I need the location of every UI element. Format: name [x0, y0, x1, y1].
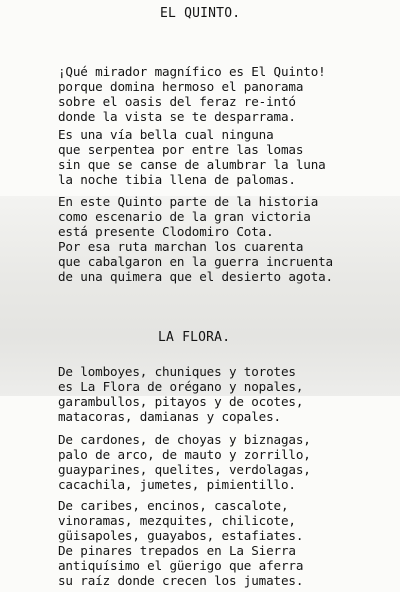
verse-line: cacachila, jumetes, pimientillo. — [58, 477, 296, 492]
verse-line: está presente Clodomiro Cota. — [58, 224, 274, 239]
verse-line: vinoramas, mezquites, chilicote, — [58, 513, 296, 528]
verse-line: Por esa ruta marchan los cuarenta — [58, 239, 304, 254]
verse-line: sin que se canse de alumbrar la luna — [58, 157, 326, 172]
poem-2-stanza-3 — [58, 498, 398, 588]
verse-line: que cabalgaron en la guerra incruenta — [58, 254, 333, 269]
poem-1-stanza-2 — [58, 127, 398, 187]
verse-line: palo de arco, de mauto y zorrillo, — [58, 447, 311, 462]
verse-line: como escenario de la gran victoria — [58, 209, 311, 224]
poem-2-stanza-2 — [58, 432, 398, 492]
poem-2-stanza-1 — [58, 364, 398, 424]
verse-line: De pinares trepados en La Sierra — [58, 543, 296, 558]
verse-line: antiquísimo el güerigo que aferra — [58, 558, 304, 573]
verse-line: que serpentea por entre las lomas — [58, 142, 304, 157]
verse-line: sobre el oasis del feraz re-intó — [58, 94, 296, 109]
verse-line: De caribes, encinos, cascalote, — [58, 498, 289, 513]
verse-line: de una quimera que el desierto agota. — [58, 269, 333, 284]
verse-line: ¡Qué mirador magnífico es El Quinto! — [58, 64, 326, 79]
verse-line: matacoras, damianas y copales. — [58, 409, 281, 424]
verse-line: guayparines, quelites, verdolagas, — [58, 462, 311, 477]
verse-line: De cardones, de choyas y biznagas, — [58, 432, 311, 447]
verse-line: Es una vía bella cual ninguna — [58, 127, 274, 142]
verse-line: En este Quinto parte de la historia — [58, 194, 319, 209]
poem-1-stanza-1 — [58, 64, 398, 124]
verse-line: su raíz donde crecen los jumates. — [58, 573, 304, 588]
verse-line: es La Flora de orégano y nopales, — [58, 379, 304, 394]
verse-line: la noche tibia llena de palomas. — [58, 172, 296, 187]
verse-line: De lomboyes, chuniques y torotes — [58, 364, 296, 379]
poem-title-la-flora: LA FLORA. — [158, 330, 231, 345]
verse-line: güisapoles, guayabos, estafiates. — [58, 528, 304, 543]
poem-title-el-quinto: EL QUINTO. — [160, 6, 241, 21]
verse-line: garambullos, pitayos y de ocotes, — [58, 394, 304, 409]
verse-line: porque domina hermoso el panorama — [58, 79, 304, 94]
poem-1-stanza-3 — [58, 194, 398, 284]
verse-line: donde la vista se te desparrama. — [58, 109, 296, 124]
